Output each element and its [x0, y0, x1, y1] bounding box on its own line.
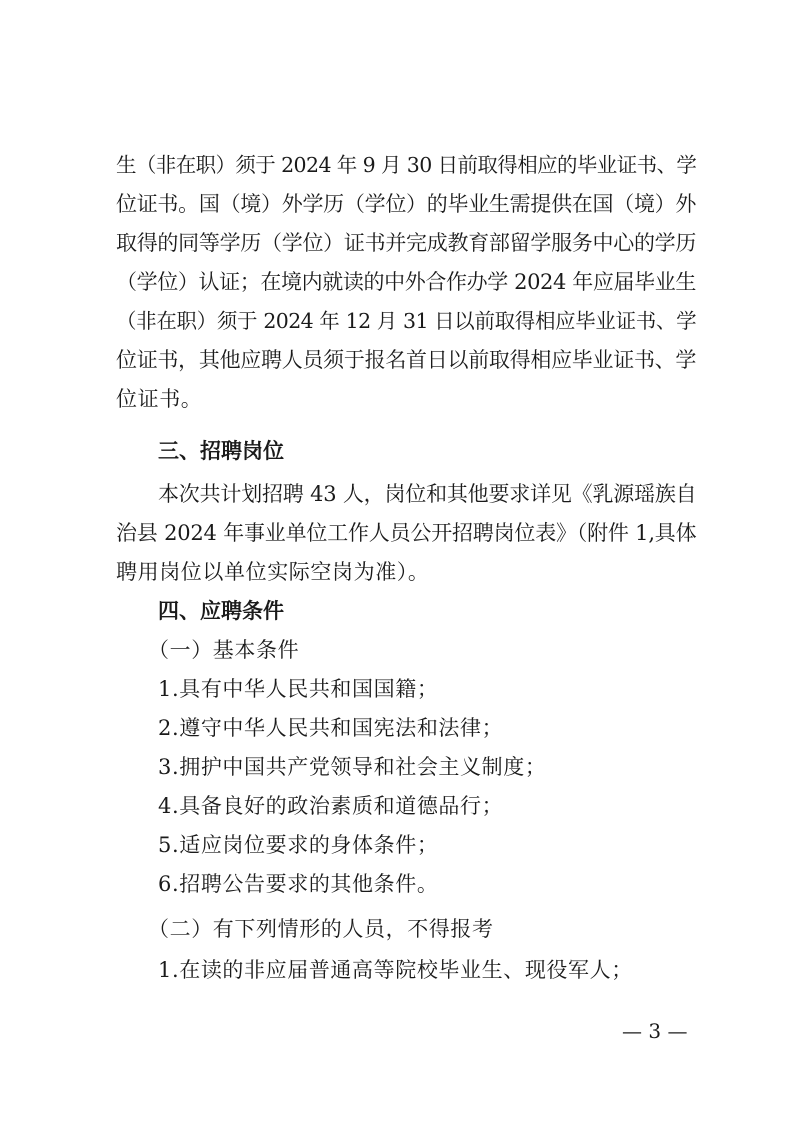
- paragraph-line: 位证书，其他应聘人员须于报名首日以前取得相应毕业证书、学: [116, 348, 696, 372]
- paragraph-line: 本次共计划招聘 43 人，岗位和其他要求详见《乳源瑶族自: [158, 482, 697, 506]
- paragraph-line: 位证书。: [116, 387, 203, 411]
- paragraph-line: 聘用岗位以单位实际空岗为准）。: [116, 560, 430, 584]
- section-heading-application-conditions: 四、应聘条件: [158, 599, 284, 623]
- list-item: 5.适应岗位要求的身体条件；: [158, 833, 439, 857]
- paragraph-line: （非在职）须于 2024 年 12 月 31 日以前取得相应毕业证书、学: [116, 309, 696, 333]
- section-heading-recruitment-positions: 三、招聘岗位: [158, 439, 284, 463]
- paragraph-line: （学位）认证；在境内就读的中外合作办学 2024 年应届毕业生: [116, 270, 696, 294]
- paragraph-line: 生（非在职）须于 2024 年 9 月 30 日前取得相应的毕业证书、学: [116, 153, 697, 177]
- paragraph-line: 位证书。国（境）外学历（学位）的毕业生需提供在国（境）外: [116, 192, 696, 216]
- subsection-heading-exclusions: （二）有下列情形的人员，不得报考: [148, 917, 494, 941]
- subsection-heading-basic-conditions: （一）基本条件: [148, 638, 300, 662]
- list-item: 4.具备良好的政治素质和道德品行；: [158, 794, 504, 818]
- list-item: 1.在读的非应届普通高等院校毕业生、现役军人；: [158, 958, 633, 982]
- paragraph-line: 治县 2024 年事业单位工作人员公开招聘岗位表》（附件 1,具体: [116, 521, 697, 545]
- list-item: 3.拥护中国共产党领导和社会主义制度；: [158, 755, 547, 779]
- list-item: 2.遵守中华人民共和国宪法和法律；: [158, 716, 504, 740]
- list-item: 6.招聘公告要求的其他条件。: [158, 872, 439, 896]
- paragraph-line: 取得的同等学历（学位）证书并完成教育部留学服务中心的学历: [116, 231, 696, 255]
- page-number: — 3 —: [622, 1019, 688, 1043]
- list-item: 1.具有中华人民共和国国籍；: [158, 677, 439, 701]
